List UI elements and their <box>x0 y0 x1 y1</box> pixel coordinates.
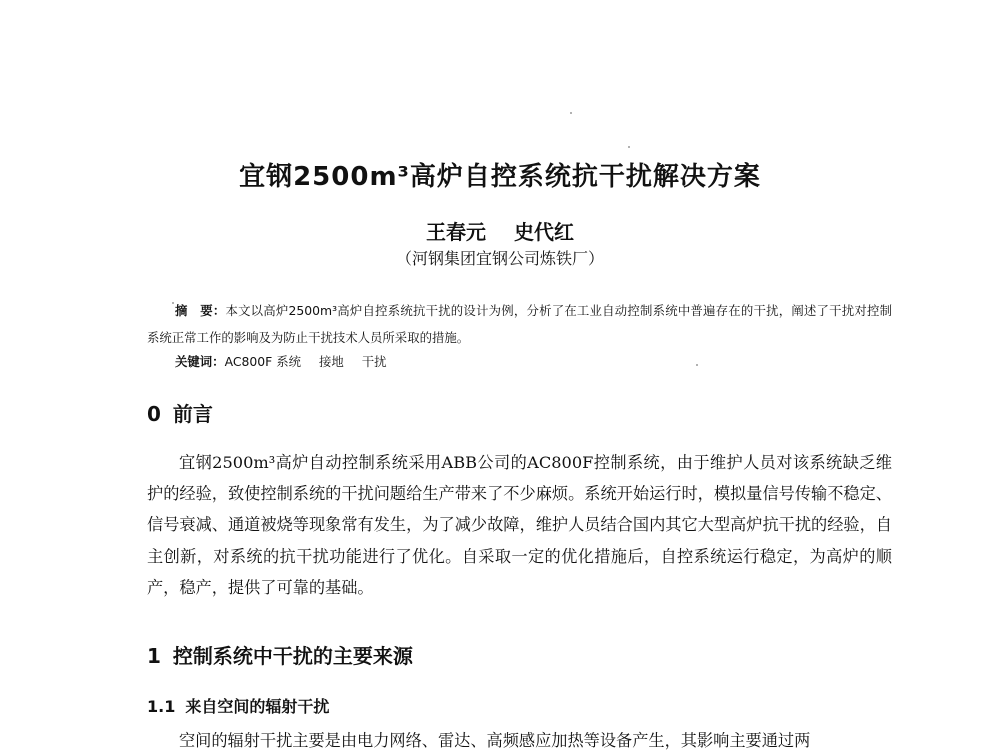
scan-speck <box>628 146 630 148</box>
section-title: 控制系统中干扰的主要来源 <box>172 644 413 668</box>
body-paragraph: 宜钢2500m³高炉自动控制系统采用ABB公司的AC800F控制系统，由于维护人员对该系统缺乏维护的经验，致使控制系统的干扰问题给生产带来了不少麻烦。系统开始运行时，模拟量信号传输不稳定、信号衰减、通道被烧等现象常有发生，为了减少故障，维护人员结合国内其它大型高炉抗干扰的经验，自主创新，对系统的抗干扰功能进行了优化。自采取一定的优化措施后，自控系统运行稳定，为高炉的顺产，稳产，提供了可靠的基础。 <box>147 453 892 597</box>
section-number: 1 <box>147 644 161 668</box>
abstract-label: 摘 要： <box>175 303 226 318</box>
scan-speck <box>570 112 572 114</box>
body-paragraph-cutoff: 空间的辐射干扰主要是由电力网络、雷达、高频感应加热等设备产生，其影响主要通过两 <box>179 731 811 750</box>
paper-title: 宜钢2500m³高炉自控系统抗干扰解决方案 <box>239 162 761 192</box>
section-title: 前言 <box>172 402 213 426</box>
section-number: 0 <box>147 402 161 426</box>
scan-speck <box>172 302 174 304</box>
author-name: 王春元 <box>426 220 486 244</box>
subsection-heading <box>147 694 329 717</box>
affiliation: （河钢集团宜钢公司炼铁厂） <box>395 249 604 268</box>
abstract <box>147 297 892 351</box>
keywords-label: 关键词： <box>175 354 225 369</box>
section-heading <box>147 398 213 427</box>
keyword: 干扰 <box>361 354 387 369</box>
keywords <box>175 352 405 370</box>
author-name: 史代红 <box>514 220 574 244</box>
subsection-number: 1.1 <box>147 697 176 716</box>
abstract-text: 本文以高炉2500m³高炉自控系统抗干扰的设计为例，分析了在工业自动控制系统中普遍存在的干扰，阐述了干扰对控制系统正常工作的影响及为防止干扰技术人员所采取的措施。 <box>147 303 892 345</box>
subsection-title: 来自空间的辐射干扰 <box>185 697 330 716</box>
keyword: AC800F 系统 <box>224 354 301 369</box>
scan-speck <box>696 364 698 366</box>
section-heading <box>147 640 413 669</box>
keyword: 接地 <box>318 354 344 369</box>
author-list <box>0 216 1000 245</box>
